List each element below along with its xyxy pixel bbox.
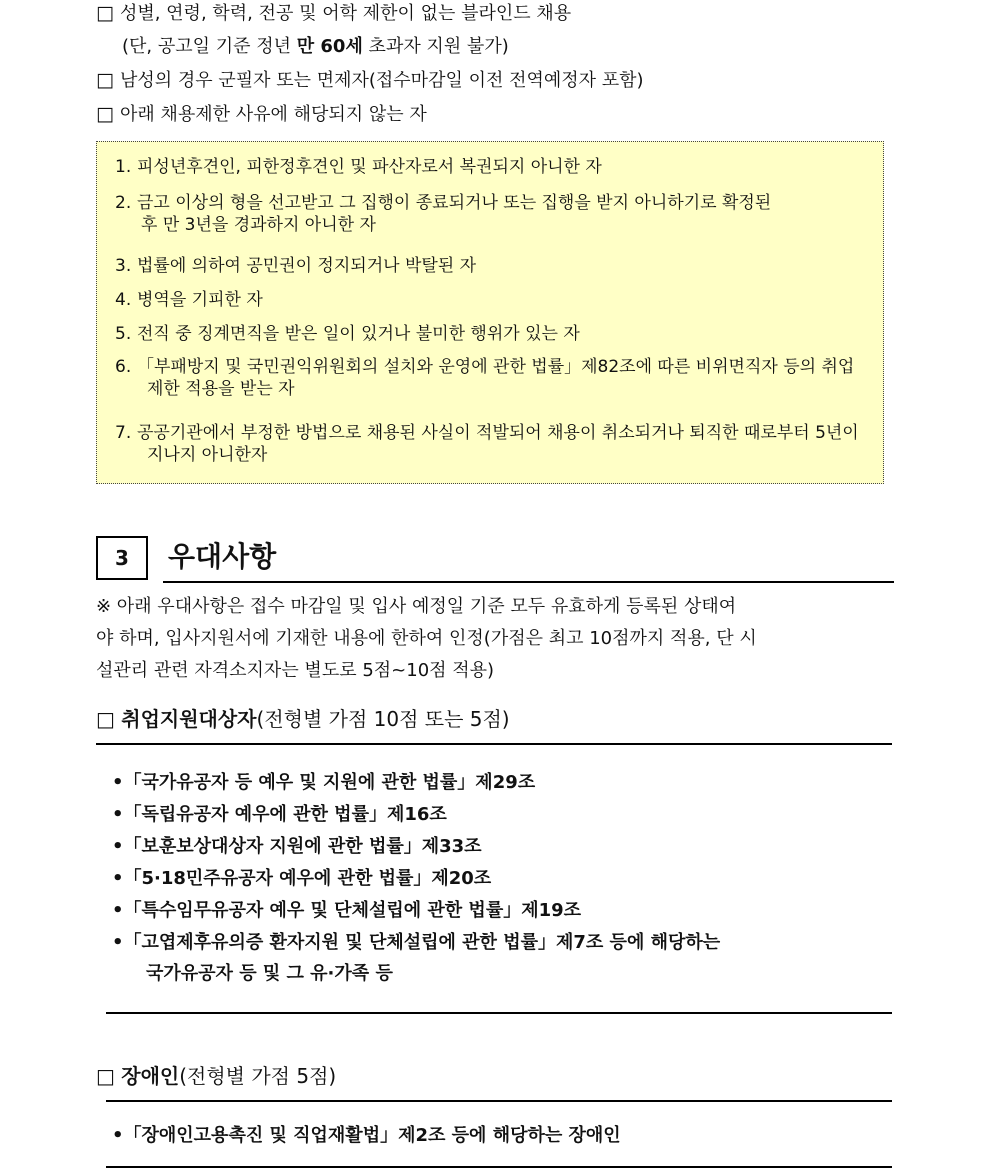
- preference-note-line: 설관리 관련 자격소지자는 별도로 5점~10점 적용): [96, 660, 495, 681]
- restriction-item: 6. 「부패방지 및 국민권익위원회의 설치와 운영에 관한 법률」제82조에 따른 비위면직자 등의 취업 제한 적용을 받는 자: [115, 357, 855, 399]
- checkbox-square-icon: □: [96, 103, 114, 125]
- disabled-heading: □ 장애인(전형별 가점 5점): [96, 1064, 337, 1088]
- checkbox-square-icon: □: [96, 2, 114, 24]
- section-title-underline: [163, 581, 894, 583]
- section-number: 3: [96, 536, 148, 580]
- eligibility-blind: □ 성별, 연령, 학력, 전공 및 어학 제한이 없는 블라인드 채용: [96, 2, 572, 24]
- subsection-top-rule: [96, 743, 892, 745]
- law-list-item: •「5·18민주유공자 예우에 관한 법률」제20조: [112, 868, 492, 889]
- preference-note-line: 야 하며, 입사지원서에 기재한 내용에 한하여 인정(가점은 최고 10점까지 적용, 단 시: [96, 628, 757, 649]
- age-limit-note: (단, 공고일 기준 정년 만 60세 초과자 지원 불가): [122, 36, 509, 57]
- subsection-top-rule: [106, 1100, 892, 1102]
- restriction-item: 4. 병역을 기피한 자: [115, 290, 263, 310]
- restriction-item: 3. 법률에 의하여 공민권이 정지되거나 박탈된 자: [115, 256, 477, 276]
- eligibility-military: □ 남성의 경우 군필자 또는 면제자(접수마감일 이전 전역예정자 포함): [96, 69, 644, 91]
- restriction-item: 5. 전직 중 징계면직을 받은 일이 있거나 불미한 행위가 있는 자: [115, 324, 580, 344]
- subsection-bottom-rule: [106, 1166, 892, 1168]
- law-list-item: •「국가유공자 등 예우 및 지원에 관한 법률」제29조: [112, 772, 536, 793]
- restriction-item: 1. 피성년후견인, 피한정후견인 및 파산자로서 복권되지 아니한 자: [115, 157, 602, 177]
- checkbox-square-icon: □: [96, 69, 114, 91]
- restriction-list-box: [96, 141, 884, 484]
- law-list-item: •「보훈보상대상자 지원에 관한 법률」제33조: [112, 836, 482, 857]
- checkbox-square-icon: □: [96, 1064, 115, 1088]
- preference-note-line: ※ 아래 우대사항은 접수 마감일 및 입사 예정일 기준 모두 유효하게 등록된 상태여: [96, 596, 737, 617]
- law-list-item: •「특수임무유공자 예우 및 단체설립에 관한 법률」제19조: [112, 900, 582, 921]
- law-list-item-continuation: 국가유공자 등 및 그 유·가족 등: [146, 963, 393, 984]
- subsection-bottom-rule: [106, 1012, 892, 1014]
- restriction-item: 2. 금고 이상의 형을 선고받고 그 집행이 종료되거나 또는 집행을 받지 아니하기로 확정된 후 만 3년을 경과하지 아니한 자: [115, 193, 772, 235]
- law-list-item: •「독립유공자 예우에 관한 법률」제16조: [112, 804, 447, 825]
- law-list-item: •「장애인고용촉진 및 직업재활법」제2조 등에 해당하는 장애인: [112, 1125, 621, 1146]
- restriction-item: 7. 공공기관에서 부정한 방법으로 채용된 사실이 적발되어 채용이 취소되거나 퇴직한 때로부터 5년이 지나지 아니한자: [115, 423, 859, 465]
- employment-support-heading: □ 취업지원대상자(전형별 가점 10점 또는 5점): [96, 707, 510, 731]
- eligibility-no-restriction: □ 아래 채용제한 사유에 해당되지 않는 자: [96, 103, 427, 125]
- section-title: 우대사항: [168, 540, 277, 573]
- law-list-item: •「고엽제후유의증 환자지원 및 단체설립에 관한 법률」제7조 등에 해당하는: [112, 932, 721, 953]
- checkbox-square-icon: □: [96, 707, 115, 731]
